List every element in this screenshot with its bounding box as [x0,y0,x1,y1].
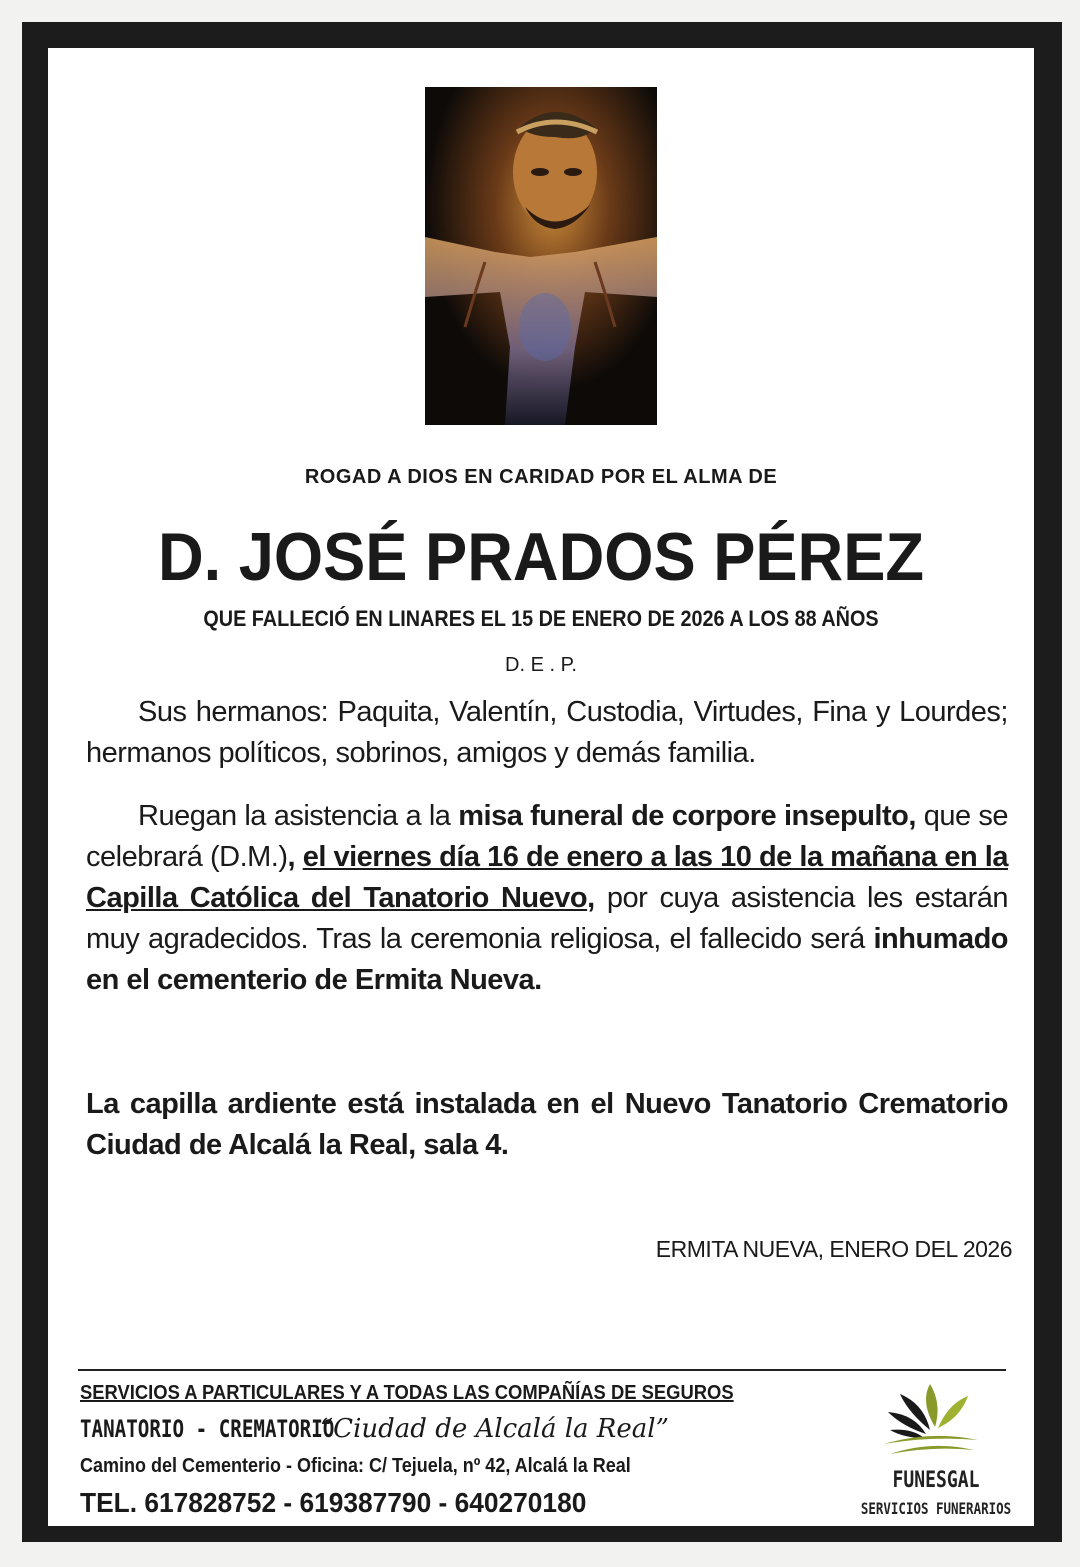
phones-line: TEL. 617828752 - 619387790 - 640270180 [80,1487,587,1518]
rogad-heading: ROGAD A DIOS EN CARIDAD POR EL ALMA DE [304,466,778,488]
funeral-comma: , [287,841,303,873]
logo-subtitle: SERVICIOS FUNERARIOS [860,1499,1012,1518]
services-line: SERVICIOS A PARTICULARES Y A TODAS LAS COMPAÑÍAS DE SEGUROS [80,1382,734,1404]
death-details: QUE FALLECIÓ EN LINARES EL 15 DE ENERO DE 2026 A LOS 88 AÑOS [203,606,879,631]
funeral-text-2: que se celebrará (D.M.) [86,800,1008,873]
chapel-paragraph: La capilla ardiente está instalada en el Nuevo Tanatorio Crematorio Ciudad de Alcalá la Real, sala 4. [86,1088,1008,1161]
burial-place: inhumado en el cementerio de Ermita Nueva. [86,923,1008,996]
ciudad-label: “Ciudad de Alcalá la Real” [319,1414,669,1444]
logo-name: FUNESGAL [892,1468,980,1493]
funeral-comma-2: , [587,882,595,914]
funeral-mass: misa funeral de corpore insepulto, [458,800,916,832]
funeral-datetime-place: el viernes día 16 de enero a las 10 de la mañana en la Capilla Católica del Tanatorio Nuevo [86,841,1008,914]
crucifix-photo [425,87,657,425]
family-paragraph [86,692,1008,774]
dep-abbreviation: D. E . P. [505,654,577,676]
footer-divider [78,1369,1006,1371]
funeral-text-1: Ruegan la asistencia a la [138,800,459,832]
place-date: ERMITA NUEVA, ENERO DEL 2026 [655,1236,1012,1262]
tanatorio-line [80,1414,669,1444]
deceased-name: D. JOSÉ PRADOS PÉREZ [157,519,925,595]
family-text: Sus hermanos: Paquita, Valentín, Custodia, Virtudes, Fina y Lourdes; hermanos políticos, sobrinos, amigos y demás familia. [86,696,1008,769]
tanatorio-label: TANATORIO - CREMATORIO [80,1415,335,1443]
funeral-paragraph [86,796,1008,1001]
funeral-text-3: por cuya asistencia les estarán muy agradecidos. Tras la ceremonia religiosa, el fallecido será [86,882,1008,955]
address-line: Camino del Cementerio - Oficina: C/ Tejuela, nº 42, Alcalá la Real [80,1455,631,1477]
leaves-logo-icon [880,1382,980,1462]
